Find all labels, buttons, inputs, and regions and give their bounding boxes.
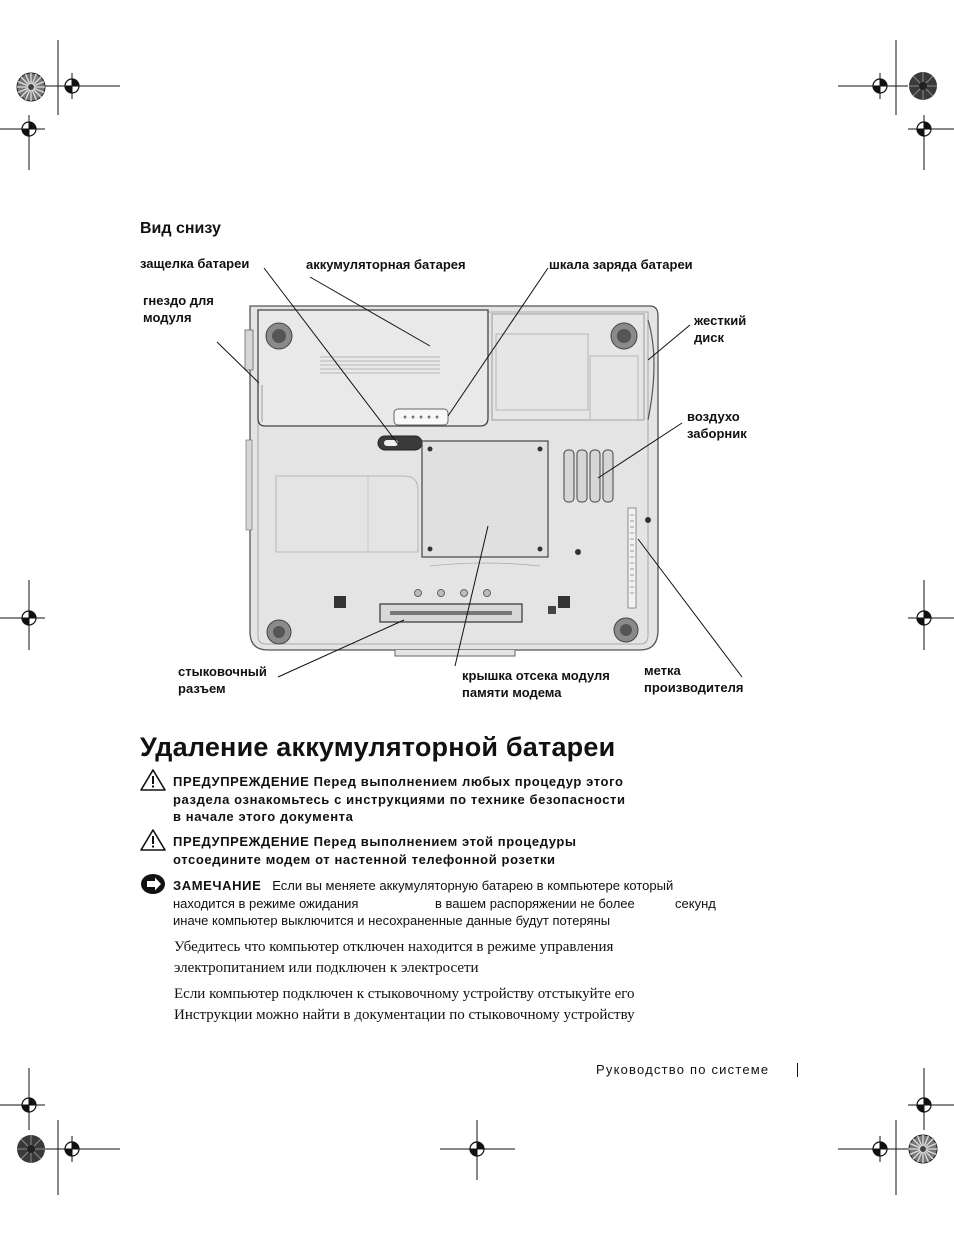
warning-modem-line1: ПРЕДУПРЕЖДЕНИЕ Перед выполнением этой процедуры — [173, 834, 577, 849]
warning-icon — [140, 829, 166, 851]
warning-modem — [173, 833, 577, 868]
label-air-intake-line1: воздухо — [687, 409, 740, 424]
warning-icon — [140, 769, 166, 791]
notice-icon — [140, 873, 166, 895]
paragraph-line: Если компьютер подключен к стыковочному устройству отстыкуйте его — [174, 986, 635, 1002]
label-hard-drive-line2: диск — [694, 330, 724, 345]
page-footer: Руководство по системе — [596, 1062, 770, 1077]
label-module-bay-line1: гнездо для — [143, 293, 214, 308]
warning-safety-line1: ПРЕДУПРЕЖДЕНИЕ Перед выполнением любых процедур этого — [173, 774, 624, 789]
label-hard-drive-line1: жесткий — [694, 313, 747, 328]
label-docking-line1: стыковочный — [178, 664, 267, 679]
label-battery: аккумуляторная батарея — [306, 257, 466, 272]
paragraph-check-power — [174, 937, 613, 979]
paragraph-line: Инструкции можно найти в документации по стыковочному устройству — [174, 1007, 635, 1023]
label-service-tag — [644, 662, 743, 696]
label-module-bay-line2: модуля — [143, 310, 192, 325]
notice-line2-part2: в вашем распоряжении не более — [435, 895, 635, 911]
label-docking-connector — [178, 663, 267, 697]
warning-modem-line2: отсоедините модем от настенной телефонной розетки — [173, 851, 556, 867]
warning-safety-line2: раздела ознакомьтесь с инструкциями по технике безопасности — [173, 791, 626, 807]
paragraph-line: Убедитесь что компьютер отключен находится в режиме управления — [174, 939, 614, 955]
label-air-intake-line2: заборник — [687, 426, 747, 441]
notice-line2-part3: секунд — [675, 895, 716, 911]
label-module-bay — [143, 292, 214, 326]
label-battery-latch: защелка батареи — [140, 256, 250, 271]
page-heading: Удаление аккумуляторной батареи — [140, 732, 616, 762]
label-charge-gauge: шкала заряда батареи — [549, 257, 693, 272]
section-title: Вид снизу — [140, 220, 221, 237]
label-modem-cover-line2: памяти модема — [462, 685, 562, 700]
label-modem-cover-line1: крышка отсека модуля — [462, 668, 610, 683]
label-service-tag-line2: производителя — [644, 680, 744, 695]
label-hard-drive — [694, 312, 746, 346]
notice-line2 — [173, 895, 716, 913]
label-service-tag-line1: метка — [644, 663, 681, 678]
label-docking-line2: разъем — [178, 681, 226, 696]
label-modem-cover — [462, 667, 610, 701]
warning-safety — [173, 773, 626, 826]
paragraph-undock — [174, 984, 635, 1026]
notice-line2-part1: находится в режиме ожидания — [173, 895, 359, 911]
notice-line3: иначе компьютер выключится и несохраненные данные будут потеряны — [173, 913, 611, 928]
label-air-intake — [687, 408, 747, 442]
paragraph-line: электропитанием или подключен к электросети — [174, 960, 479, 976]
notice-line1-text: Если вы меняете аккумуляторную батарею в компьютере который — [272, 878, 674, 893]
notice-block — [173, 877, 716, 930]
notice-line1 — [173, 877, 673, 895]
footer-divider — [797, 1063, 798, 1077]
warning-safety-line3: в начале этого документа — [173, 809, 354, 824]
notice-label: ЗАМЕЧАНИЕ — [173, 878, 262, 893]
